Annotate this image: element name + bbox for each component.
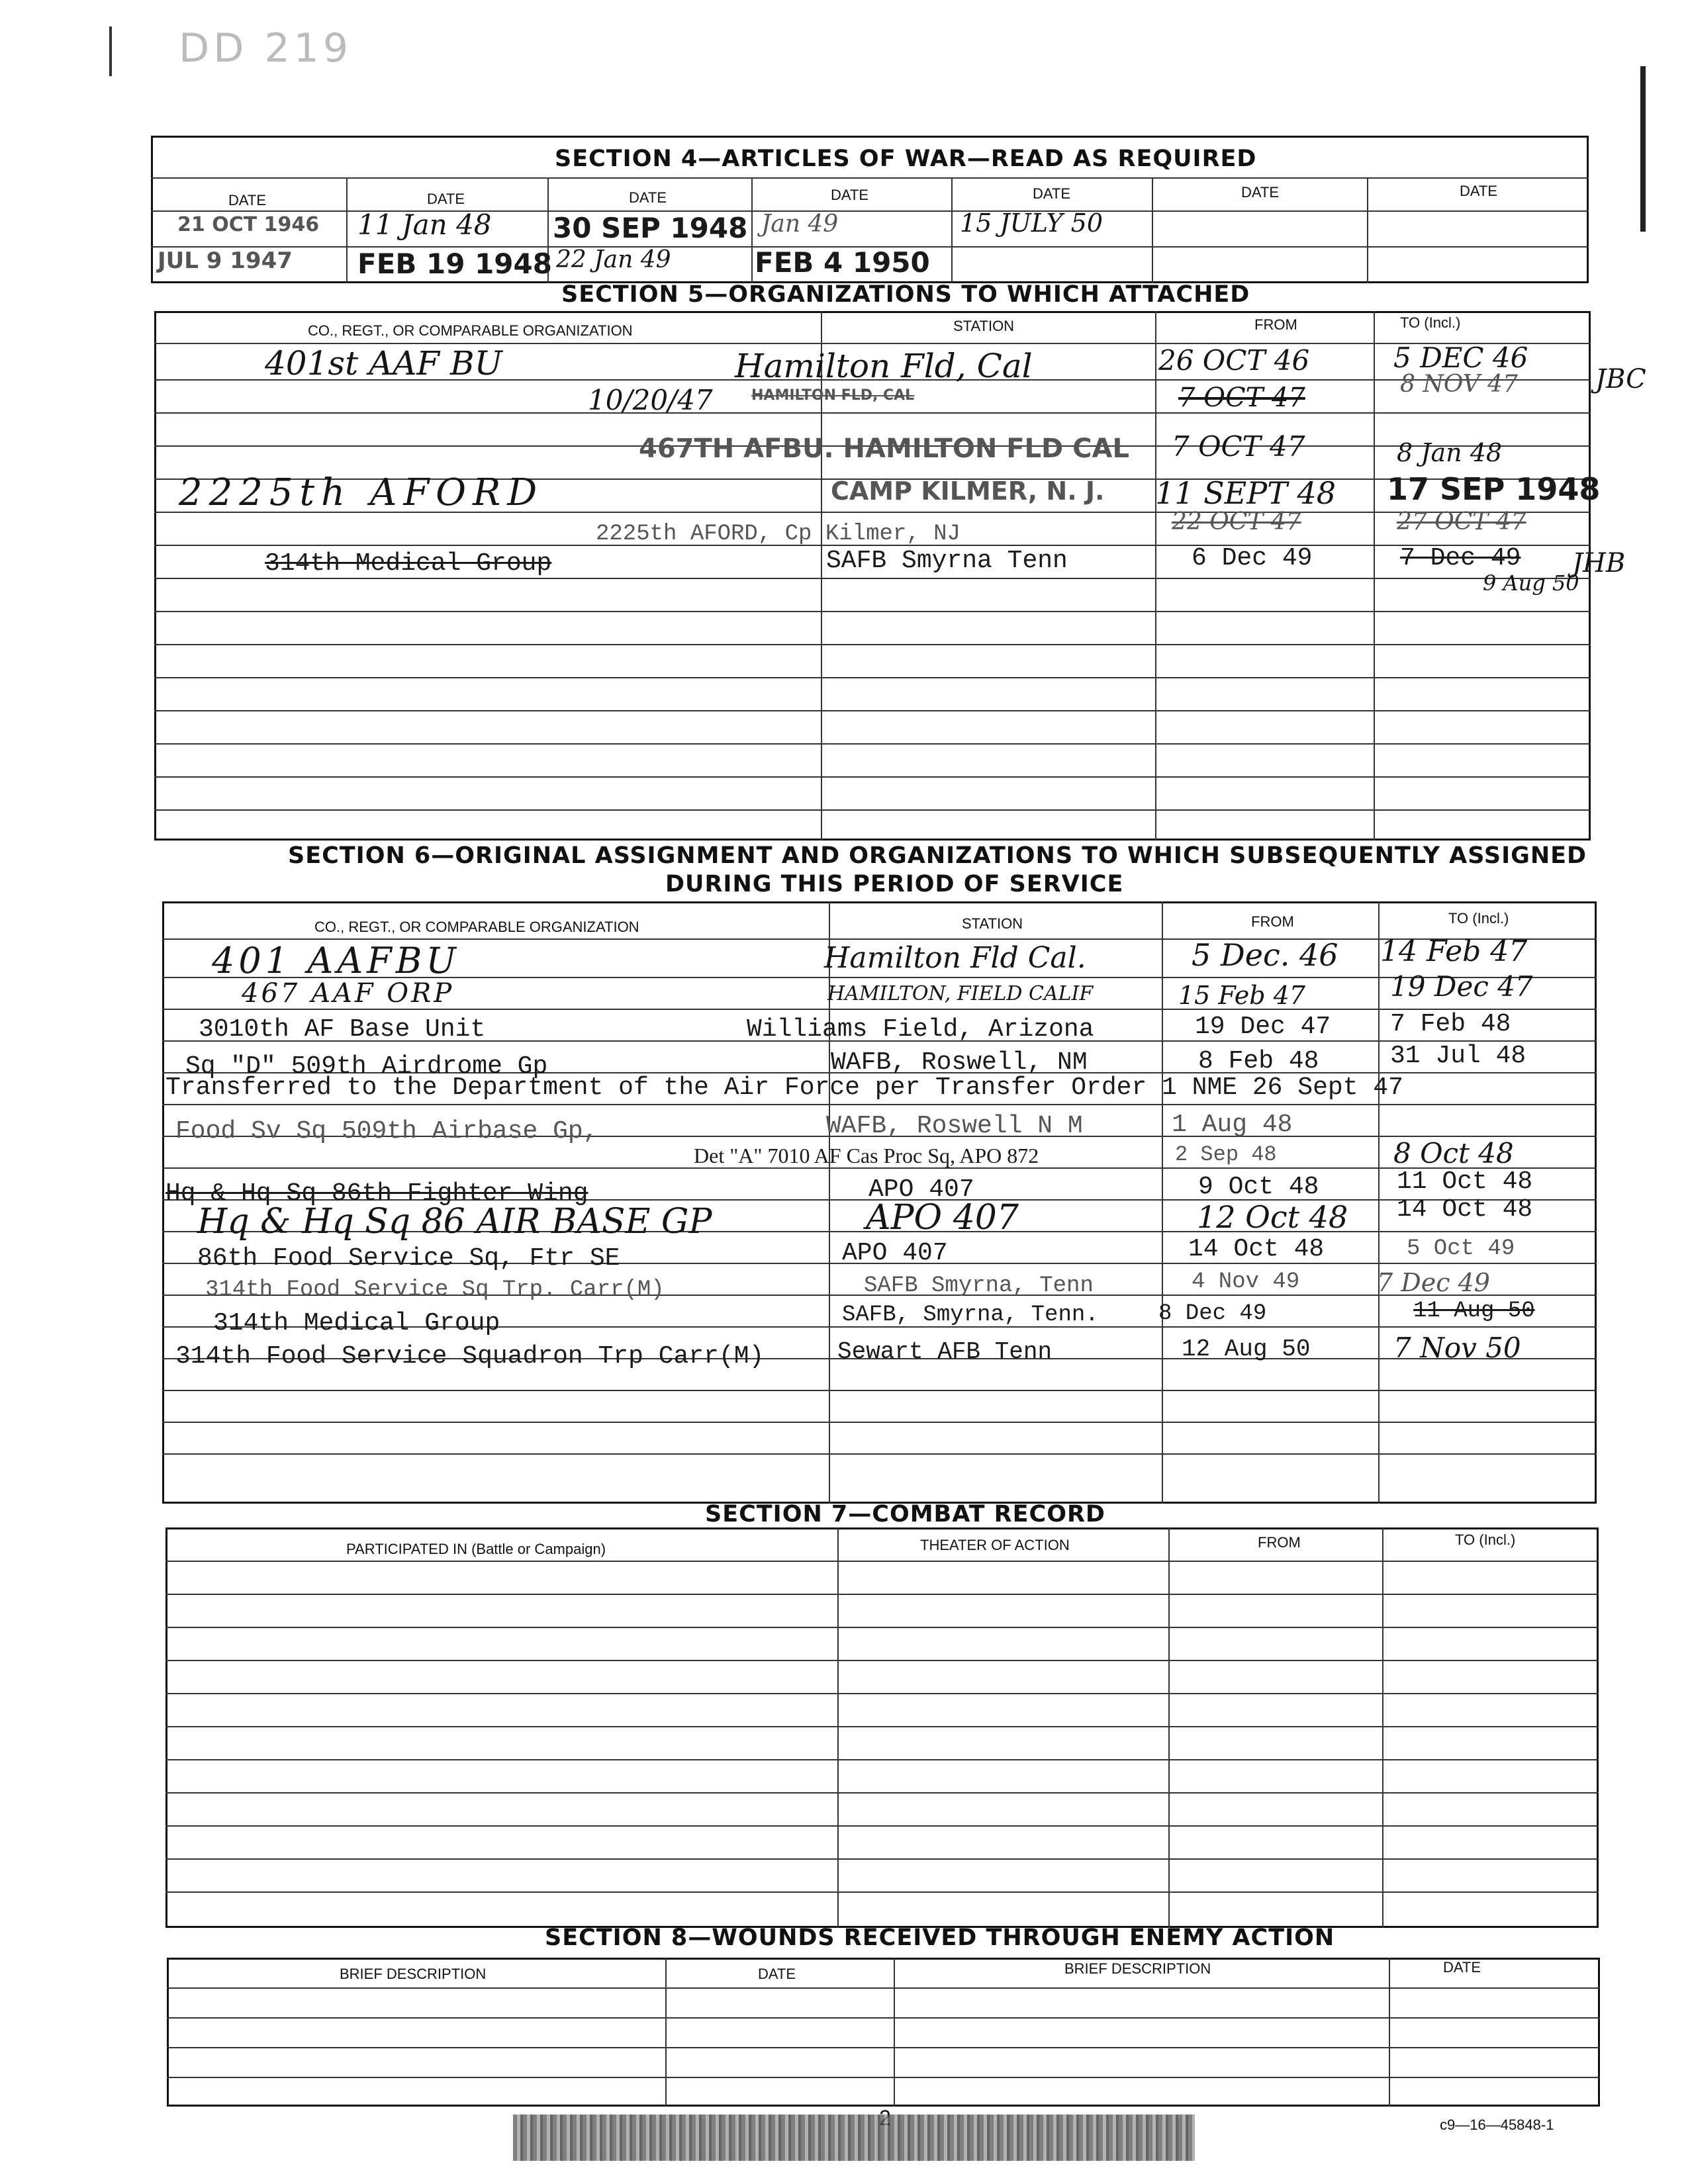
section6-station: Hamilton Fld Cal. [824,941,1086,975]
section4-rule [151,177,1589,179]
section6-to: 5 Oct 49 [1407,1236,1515,1261]
section5-header-station: STATION [953,318,1015,334]
section5-title: SECTION 5—ORGANIZATIONS TO WHICH ATTACHED [561,281,1250,308]
section5-header-to: TO (Incl.) [1400,314,1461,331]
section4-title: SECTION 4—ARTICLES OF WAR—READ AS REQUIRED [555,146,1257,172]
section6-station: WAFB, Roswell N M [826,1112,1083,1140]
section6-org: 467 AAF ORP [242,978,455,1009]
section6-col-divider [1162,901,1163,1504]
section5-to: 7 Dec 49 [1400,544,1521,572]
section6-org: 314th Food Service Sq Trp. Carr(M) [205,1277,665,1302]
section5-org: 10/20/47 [588,384,713,416]
section6-to: 31 Jul 48 [1390,1042,1526,1070]
section5-to: 8 NOV 47 [1400,371,1518,398]
section5-station: SAFB Smyrna Tenn [826,547,1068,575]
section7-header-from: FROM [1258,1534,1301,1551]
section8-title: SECTION 8—WOUNDS RECEIVED THROUGH ENEMY ACTION [545,1925,1335,1951]
section8-header-date: DATE [758,1966,796,1982]
section5-header-org: CO., REGT., OR COMPARABLE ORGANIZATION [308,322,633,339]
section6-station: APO 407 [842,1239,948,1267]
section7-col-divider [1168,1527,1170,1928]
section6-to: 11 Aug 50 [1413,1298,1535,1324]
section5-col-divider [1155,311,1156,841]
section6-to: 19 Dec 47 [1390,970,1533,1003]
section6-org: Sq "D" 509th Airdrome Gp [185,1052,548,1081]
section8-col-divider [894,1958,895,2107]
section8-header-desc: BRIEF DESCRIPTION [1064,1960,1211,1977]
section6-header-station: STATION [962,915,1023,932]
section4-col-divider [951,177,953,283]
section4-col-divider [1152,177,1153,283]
section6-header-to: TO (Incl.) [1448,910,1509,927]
section4-date: Jan 49 [761,210,839,238]
section6-title: SECTION 6—ORIGINAL ASSIGNMENT AND ORGANIZATIONS TO WHICH SUBSEQUENTLY ASSIGNED [288,842,1587,869]
section5-from: 11 SEPT 48 [1155,475,1336,511]
section5-org: 2225th AFORD, Cp Kilmer, NJ [596,522,961,547]
section6-station: Sewart AFB Tenn [837,1338,1053,1365]
scan-smudge [513,2115,1195,2161]
section4-col-header: DATE [629,189,667,206]
section6-header-org: CO., REGT., OR COMPARABLE ORGANIZATION [314,919,639,935]
section6-org: 314th Medical Group [213,1309,500,1338]
print-code: c9—16—45848-1 [1440,2116,1554,2133]
section4-date: FEB 19 1948 [357,248,552,280]
section8-col-divider [1389,1958,1390,2107]
section7-header-to: TO (Incl.) [1455,1531,1516,1548]
section6-to: 7 Dec 49 [1377,1268,1490,1297]
section8-header-desc: BRIEF DESCRIPTION [340,1966,487,1982]
section7-header-battle: PARTICIPATED IN (Battle or Campaign) [346,1541,606,1557]
section5-to: 5 DEC 46 [1393,341,1528,374]
section5-org: 2225th AFORD [179,471,544,514]
section7-col-divider [837,1527,839,1928]
section5-from: 7 OCT 47 [1172,430,1305,463]
section4-date: 30 SEP 1948 [553,212,748,244]
section5-org: 401st AAF BU [265,344,502,383]
section5-org: 314th Medical Group [265,549,552,578]
section4-col-divider [346,177,348,283]
section6-station: SAFB Smyrna, Tenn [864,1273,1094,1298]
section5-from: 6 Dec 49 [1192,544,1313,572]
section5-station: CAMP KILMER, N. J. [831,477,1105,506]
section4-col-header: DATE [831,187,869,203]
initials: JHB [1572,548,1626,578]
section6-from: 8 Feb 48 [1198,1047,1319,1075]
section5-station: HAMILTON FLD, CAL [751,387,915,404]
section4-col-divider [1367,177,1368,283]
section8-col-divider [665,1958,667,2107]
section6-org: Food Sv Sq 509th Airbase Gp, [175,1117,598,1146]
section4-col-header: DATE [1241,184,1280,201]
section6-org: 86th Food Service Sq, Ftr SE [197,1244,620,1273]
section6-from: 4 Nov 49 [1192,1269,1300,1295]
section6-from: 19 Dec 47 [1195,1013,1331,1041]
section6-org: Hq & Hq Sq 86th Fighter Wing [165,1179,588,1208]
section4-col-header: DATE [228,192,267,208]
initials: JBC [1595,364,1646,394]
section6-from: 14 Oct 48 [1188,1235,1325,1263]
section4-date: 11 Jan 48 [357,208,492,241]
section7-box [165,1527,1599,1928]
right-binding-mark [1640,66,1646,232]
section6-station: WAFB, Roswell, NM [831,1048,1088,1077]
section7-header-theater: THEATER OF ACTION [920,1537,1070,1553]
section6-from: 5 Dec. 46 [1192,937,1338,973]
section5-to: 17 SEP 1948 [1387,471,1601,507]
section5-from: 22 OCT 47 [1172,508,1301,535]
section6-to: 11 Oct 48 [1397,1167,1533,1196]
section4-date: 15 JULY 50 [960,208,1103,238]
section6-transfer-note: Transferred to the Department of the Air Force per Transfer Order 1 NME 26 Sept 47 [165,1073,1403,1102]
section6-org: 3010th AF Base Unit [199,1015,486,1044]
section7-col-divider [1382,1527,1383,1928]
section6-from: 12 Oct 48 [1197,1199,1348,1235]
section5-to: 9 Aug 50 [1483,570,1579,596]
section6-from: 15 Feb 47 [1178,981,1305,1010]
left-binding-mark [109,26,112,76]
section5-station: Hamilton Fld, Cal [735,347,1033,385]
form-id: DD 219 [179,25,352,71]
section4-col-divider [751,177,753,283]
section6-from: 9 Oct 48 [1198,1173,1319,1201]
section6-from: 8 Dec 49 [1158,1301,1267,1326]
section4-col-header: DATE [1460,183,1498,199]
section4-date: JUL 9 1947 [158,248,293,274]
section6-header-from: FROM [1251,913,1294,930]
section5-org: 467TH AFBU. HAMILTON FLD CAL [639,433,1129,464]
section5-header-from: FROM [1254,316,1297,333]
section6-station: APO 407 [866,1198,1019,1238]
section6-station: Williams Field, Arizona [747,1015,1094,1044]
section6-from: 2 Sep 48 [1175,1142,1277,1167]
section6-from: 12 Aug 50 [1182,1336,1311,1363]
section4-col-header: DATE [1033,185,1071,202]
section6-station: SAFB, Smyrna, Tenn. [842,1302,1099,1328]
section6-to: 8 Oct 48 [1393,1137,1514,1169]
section6-title: DURING THIS PERIOD OF SERVICE [665,871,1124,897]
section6-col-divider [1378,901,1380,1504]
section5-col-divider [1374,311,1375,841]
section6-org: 401 AAFBU [212,940,460,981]
section6-from: 1 Aug 48 [1172,1111,1293,1139]
section5-to: 27 OCT 47 [1397,508,1526,535]
section6-org: 314th Food Service Squadron Trp Carr(M) [175,1342,765,1371]
section6-station: Det "A" 7010 AF Cas Proc Sq, APO 872 [694,1144,1039,1167]
section4-date: 22 Jan 49 [556,246,671,273]
section6-to: 14 Oct 48 [1397,1195,1533,1224]
section5-to: 8 Jan 48 [1397,438,1503,467]
section4-date: FEB 4 1950 [755,246,930,279]
section6-to: 14 Feb 47 [1380,934,1528,968]
section4-date: 21 OCT 1946 [177,213,320,236]
section4-col-header: DATE [427,191,465,207]
section7-title: SECTION 7—COMBAT RECORD [705,1501,1105,1527]
section6-org: Hq & Hq Sq 86 AIR BASE GP [197,1202,712,1242]
section6-station: HAMILTON, FIELD CALIF [827,982,1094,1005]
section6-to: 7 Feb 48 [1390,1010,1511,1038]
section5-from: 26 OCT 46 [1158,344,1310,377]
section6-to: 7 Nov 50 [1393,1332,1521,1364]
section5-from: 7 OCT 47 [1178,383,1305,413]
section6-station: APO 407 [868,1175,974,1204]
section8-header-date: DATE [1443,1959,1481,1976]
